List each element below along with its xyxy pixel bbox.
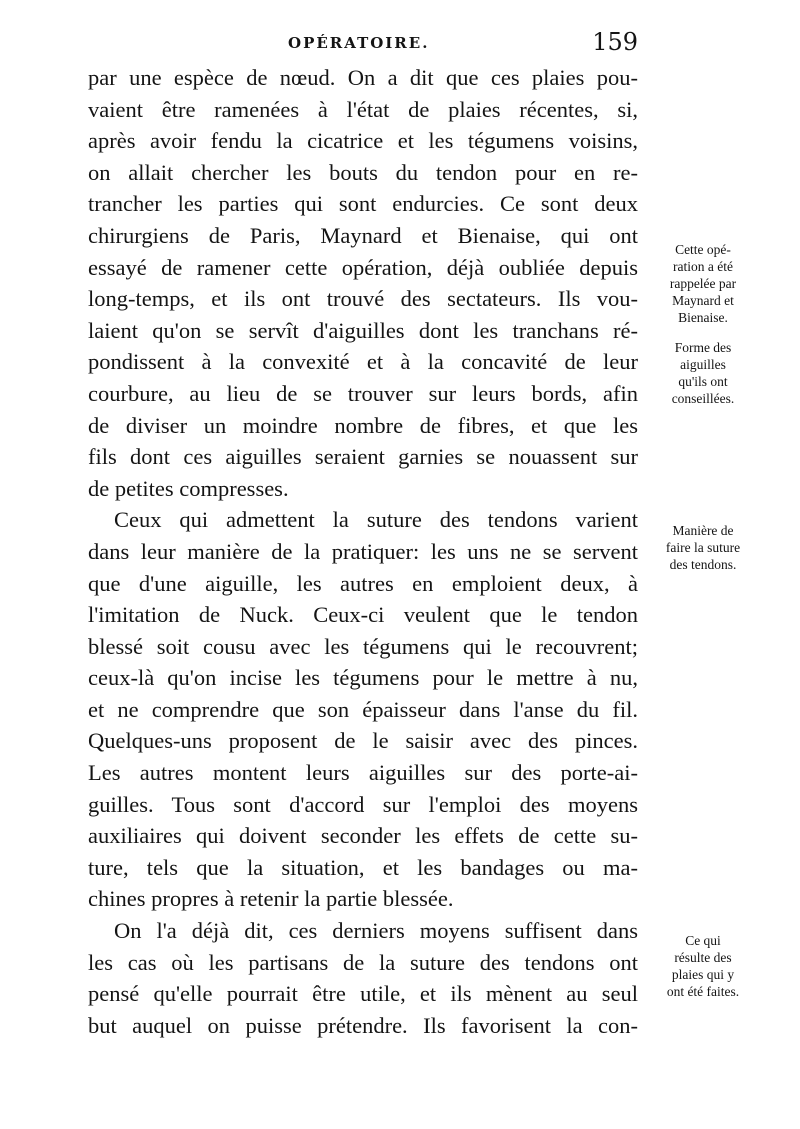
text-line: chirurgiens de Paris, Maynard et Bienaise, qui ont <box>88 222 638 248</box>
margin-note <box>648 339 758 407</box>
text-line: de petites compresses. <box>88 475 289 501</box>
margin-note-line: faire la suture <box>665 540 741 555</box>
text-line: trancher les parties qui sont endurcies. Ce sont deux <box>88 191 638 217</box>
text-line: après avoir fendu la cicatrice et les tégumens voisins, <box>88 128 638 154</box>
paragraph-2 <box>88 504 638 915</box>
text-line: que d'une aiguille, les autres en emploient deux, à <box>88 570 638 596</box>
text-line: Quelques-uns proposent de le saisir avec des pinces. <box>88 728 638 754</box>
margin-note-line: ont été faites. <box>666 984 740 999</box>
text-line: essayé de ramener cette opération, déjà oubliée depuis <box>88 254 638 280</box>
text-line: l'imitation de Nuck. Ceux-ci veulent que le tendon <box>88 602 638 628</box>
text-line: ceux-là qu'on incise les tégumens pour le mettre à nu, <box>88 665 638 691</box>
page-header <box>88 28 638 58</box>
text-line: guilles. Tous sont d'accord sur l'emploi des moyens <box>88 791 638 817</box>
text-line: Les autres montent leurs aiguilles sur des porte-ai- <box>88 760 638 786</box>
margin-note-line: Cette opé- <box>675 242 731 257</box>
margin-note-line: plaies qui y <box>671 967 735 982</box>
margin-note-line: Manière de <box>672 523 734 538</box>
text-line: fils dont ces aiguilles seraient garnies se nouassent sur <box>88 444 638 470</box>
text-line: de diviser un moindre nombre de fibres, et que les <box>88 412 638 438</box>
text-line: par une espèce de nœud. On a dit que ces plaies pou- <box>88 65 638 90</box>
text-line: ture, tels que la situation, et les bandages ou ma- <box>88 854 638 880</box>
text-line: chines propres à retenir la partie blessée. <box>88 886 454 912</box>
margin-note-line: Maynard et <box>672 293 734 308</box>
running-title: OPÉRATOIRE. <box>288 34 430 52</box>
margin-note-line: Bienaise. <box>678 310 728 325</box>
margin-note-line: Forme des <box>674 340 732 355</box>
text-line: les cas où les partisans de la suture des tendons ont <box>88 949 638 975</box>
margin-note-line: ration a été <box>673 259 733 274</box>
margin-note <box>648 241 758 326</box>
text-line: courbure, au lieu de se trouver sur leurs bords, afin <box>88 380 638 406</box>
margin-note <box>648 522 758 573</box>
paragraph-1 <box>88 62 638 504</box>
main-text <box>88 62 638 1041</box>
text-line: blessé soit cousu avec les tégumens qui le recouvrent; <box>88 633 638 659</box>
margin-note-line: aiguilles <box>680 357 726 372</box>
text-line: on allait chercher les bouts du tendon pour en re- <box>88 159 638 185</box>
text-line: pensé qu'elle pourrait être utile, et ils mènent au seul <box>88 981 638 1007</box>
margin-note-line: qu'ils ont <box>678 374 728 389</box>
text-line: Ceux qui admettent la suture des tendons varient <box>114 507 638 533</box>
text-line: dans leur manière de la pratiquer: les uns ne se servent <box>88 538 638 564</box>
text-line: et ne comprendre que son épaisseur dans l'anse du fil. <box>88 696 638 722</box>
text-line: auxiliaires qui doivent seconder les effets de cette su- <box>88 823 638 849</box>
text-line: but auquel on puisse prétendre. Ils favorisent la con- <box>88 1012 638 1038</box>
margin-note-line: conseillées. <box>671 391 735 406</box>
margin-note-line: Ce qui <box>685 933 721 948</box>
text-line: pondissent à la convexité et à la concavité de leur <box>88 349 638 375</box>
text-line: On l'a déjà dit, ces derniers moyens suffisent dans <box>114 918 638 944</box>
page-number: 159 <box>592 28 638 56</box>
margin-note-line: des tendons. <box>669 557 737 572</box>
text-line: vaient être ramenées à l'état de plaies récentes, si, <box>88 96 638 122</box>
text-line: long-temps, et ils ont trouvé des sectateurs. Ils vou- <box>88 286 638 312</box>
margin-note <box>648 932 758 1000</box>
margin-note-line: rappelée par <box>669 276 737 291</box>
text-line: laient qu'on se servît d'aiguilles dont les tranchans ré- <box>88 317 638 343</box>
paragraph-3 <box>88 915 638 1041</box>
margin-note-line: résulte des <box>674 950 732 965</box>
